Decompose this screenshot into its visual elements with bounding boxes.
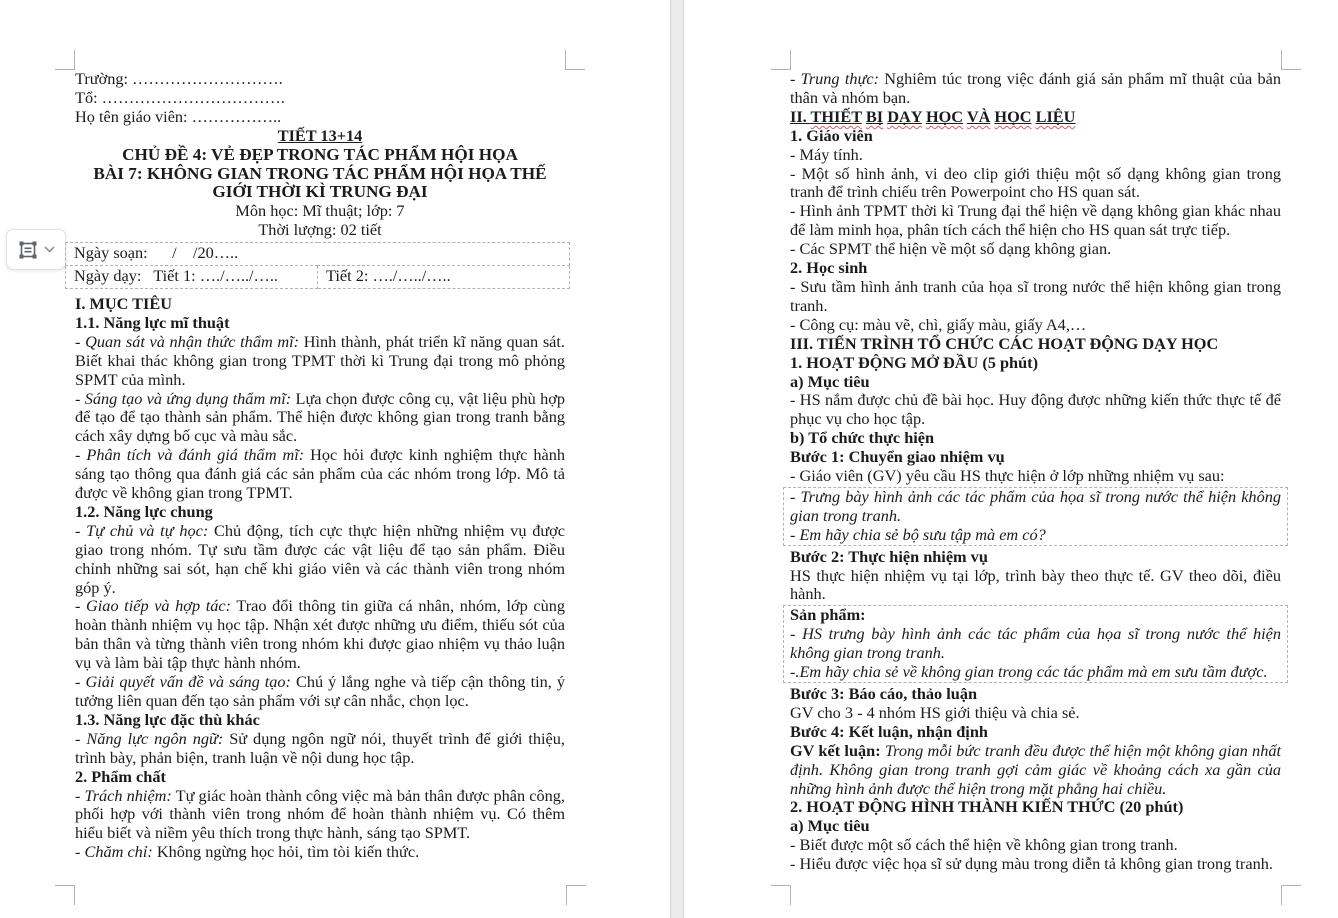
paragraph: - HS trưng bày hình ảnh các tác phẩm của họa sĩ trong nước thể hiện không gian trong tranh. (790, 624, 1281, 663)
heading: 1.1. Năng lực mĩ thuật (75, 312, 230, 332)
paragraph: Tổ: ……………………………. (75, 87, 285, 107)
paragraph: HS thực hiện nhiệm vụ tại lớp, trình bày theo thực tế. GV theo dõi, điều hành. (790, 565, 1281, 604)
crop-mark (771, 885, 791, 905)
paragraph: - Hiểu được việc họa sĩ sử dụng màu trong diễn tả không gian trong tranh. (790, 854, 1273, 874)
table-handle-icon (17, 239, 39, 261)
text-box (783, 487, 1288, 546)
tiet-heading: TIẾT 13+14 (277, 125, 363, 145)
crop-mark (771, 50, 791, 70)
heading: 2. Phẩm chất (75, 766, 166, 786)
table-row (66, 266, 570, 289)
heading: 1. Giáo viên (790, 125, 873, 145)
paragraph: - Tự chủ và tự học: Chủ động, tích cực thực hiện những nhiệm vụ được giao trong nhóm. Tự sưu tầm được các vật liệu để tạo sản phẩm. Điều chỉnh những sai sót, hạn chế khi giáo viên và các thành viên trong nhóm góp ý. (75, 520, 565, 597)
tiet2-cell[interactable]: Tiết 2: …./…../….. (318, 266, 570, 289)
heading: b) Tổ chức thực hiện (790, 428, 935, 448)
page-gap (670, 0, 684, 918)
page-left-body (75, 295, 565, 862)
paragraph: - Trung thực: Nghiêm túc trong việc đánh giá sản phẩm mĩ thuật của bản thân và nhóm bạn. (790, 69, 1281, 107)
paragraph: - Năng lực ngôn ngữ: Sử dụng ngôn ngữ nói, thuyết trình để giới thiệu, trình bày, phản biện, tranh luận về nội dung học tập. (75, 728, 565, 767)
paragraph: - Quan sát và nhận thức thẩm mĩ: Hình thành, phát triển kĩ năng quan sát. Biết khai thác không gian trong TPMT thời kì Trung đại trong mô phỏng SPMT của mình. (75, 331, 565, 389)
paragraph: - Trách nhiệm: Tự giác hoàn thành công việc mà bản thân được phân công, phối hợp với thành viên trong nhóm để hoàn thành nhiệm vụ. Có thêm hiểu biết và niềm yêu thích trong thực hành, sáng tạo SPMT. (75, 785, 565, 843)
ngay-soan-cell[interactable]: Ngày soạn: / /20….. (66, 243, 570, 266)
paragraph: GV kết luận: Trong mỗi bức tranh đều được thể hiện một không gian nhất định. Không gian trong tranh gợi cảm giác về khoảng cách xa gần của những hình ảnh được thể hiện trong mặt phẳng hai chiều. (790, 740, 1281, 798)
paragraph: - HS nắm được chủ đề bài học. Huy động được những kiến thức thực tế để phục vụ cho học tập. (790, 390, 1281, 429)
duration-line: Thời lượng: 02 tiết (258, 220, 382, 240)
bai-title: BÀI 7: KHÔNG GIAN TRONG TÁC PHẨM HỘI HỌA THẾ GIỚI THỜI KÌ TRUNG ĐẠI (93, 163, 547, 202)
crop-mark (1281, 885, 1301, 905)
paragraph: - Máy tính. (790, 144, 863, 164)
table-handle-button[interactable] (6, 229, 66, 270)
page-left-header (75, 70, 565, 240)
crop-mark (566, 885, 586, 905)
heading: III. TIẾN TRÌNH TỔ CHỨC CÁC HOẠT ĐỘNG DẠY HỌC (790, 333, 1219, 353)
heading: 1.2. Năng lực chung (75, 501, 213, 521)
paragraph: - Sáng tạo và ứng dụng thẩm mĩ: Lựa chọn được công cụ, vật liệu phù hợp để tạo để tạo thành sản phẩm. Thể hiện được không gian trong tranh bằng cách xây dựng bố cục và màu sắc. (75, 388, 565, 446)
paragraph: Trường: ………………………. (75, 69, 283, 88)
paragraph: - Các SPMT thể hiện về một số dạng không gian. (790, 239, 1112, 259)
heading: Bước 4: Kết luận, nhận định (790, 721, 988, 741)
crop-mark (55, 50, 75, 70)
crop-mark (1281, 50, 1301, 70)
heading: I. MỤC TIÊU (75, 293, 172, 313)
page-right (790, 70, 1281, 874)
ngay-day-cell[interactable]: Ngày dạy: Tiết 1: …./…../….. (66, 266, 318, 289)
paragraph: GV cho 3 - 4 nhóm HS giới thiệu và chia sẻ. (790, 702, 1080, 722)
heading: 2. HOẠT ĐỘNG HÌNH THÀNH KIẾN THỨC (20 phút) (790, 797, 1184, 817)
page-left (75, 70, 565, 862)
page-right-body (790, 70, 1281, 874)
paragraph: - Em hãy chia sẻ bộ sưu tập mà em có? (790, 524, 1046, 544)
heading: Sản phẩm: (790, 605, 866, 625)
paragraph: Họ tên giáo viên: …………….. (75, 106, 282, 126)
heading: a) Mục tiêu (790, 816, 870, 836)
chevron-down-icon[interactable] (44, 246, 55, 253)
paragraph: - Trưng bày hình ảnh các tác phẩm của họa sĩ trong nước thể hiện không gian trong tranh. (790, 486, 1281, 525)
paragraph: - Giao tiếp và hợp tác: Trao đổi thông tin giữa cá nhân, nhóm, lớp cùng hoàn thành nhiệm vụ học tập. Nhận xét được những ưu điểm, thiếu sót của bản thân và từng thành viên trong nhóm khi được giao nhiệm vụ thảo luận vụ và làm bài tập thực hành nhóm. (75, 596, 565, 673)
paragraph: - Chăm chỉ: Không ngừng học hỏi, tìm tòi kiến thức. (75, 842, 420, 862)
paragraph: - Giáo viên (GV) yêu cầu HS thực hiện ở lớp những nhiệm vụ sau: (790, 466, 1225, 486)
heading: 1.3. Năng lực đặc thù khác (75, 709, 260, 729)
heading: a) Mục tiêu (790, 371, 870, 391)
paragraph: - Giải quyết vấn đề và sáng tạo: Chú ý lắng nghe và tiếp cận thông tin, ý tưởng liên quan đến tạo sản phẩm với sự cân nhắc, chọn lọc. (75, 672, 565, 710)
paragraph: -.Em hãy chia sẻ về không gian trong các tác phẩm mà em sưu tầm được. (790, 662, 1268, 682)
paragraph: - Hình ảnh TPMT thời kì Trung đại thể hiện về dạng không gian khác nhau để làm minh họa, phân tích cách thể hiện cho HS quan sát trực tiếp. (790, 201, 1281, 240)
subject-line: Môn học: Mĩ thuật; lớp: 7 (235, 201, 405, 221)
paragraph: - Biết được một số cách thể hiện về không gian trong tranh. (790, 835, 1178, 855)
crop-mark (55, 885, 75, 905)
paragraph: - Phân tích và đánh giá thẩm mĩ: Học hỏi được kinh nghiệm thực hành sáng tạo thông qua đánh giá các sản phẩm của các nhóm trong lớp. Mô tả được về không gian trong TPMT. (75, 445, 565, 503)
heading: Bước 1: Chuyển giao nhiệm vụ (790, 447, 1005, 467)
text-box (783, 605, 1288, 683)
heading: Bước 3: Báo cáo, thảo luận (790, 684, 978, 703)
heading: 2. Học sinh (790, 258, 868, 278)
chu-de-title: CHỦ ĐỀ 4: VẺ ĐẸP TRONG TÁC PHẨM HỘI HỌA (122, 144, 518, 164)
heading: II. THIẾT BỊ DẠY HỌC VÀ HỌC LIỆU (790, 106, 1076, 126)
table-row (66, 243, 570, 266)
crop-mark (565, 50, 585, 70)
paragraph: - Một số hình ảnh, vi deo clip giới thiệu một số dạng không gian trong tranh để trình chiếu trên Powerpoint cho HS quan sát. (790, 163, 1281, 202)
paragraph: - Sưu tầm hình ảnh tranh của họa sĩ trong nước thể hiện không gian trong tranh. (790, 276, 1281, 315)
ngay-table (65, 242, 570, 289)
heading: 1. HOẠT ĐỘNG MỞ ĐẦU (5 phút) (790, 352, 1039, 372)
paragraph: - Công cụ: màu vẽ, chì, giấy màu, giấy A4,… (790, 314, 1087, 334)
heading: Bước 2: Thực hiện nhiệm vụ (790, 546, 988, 566)
